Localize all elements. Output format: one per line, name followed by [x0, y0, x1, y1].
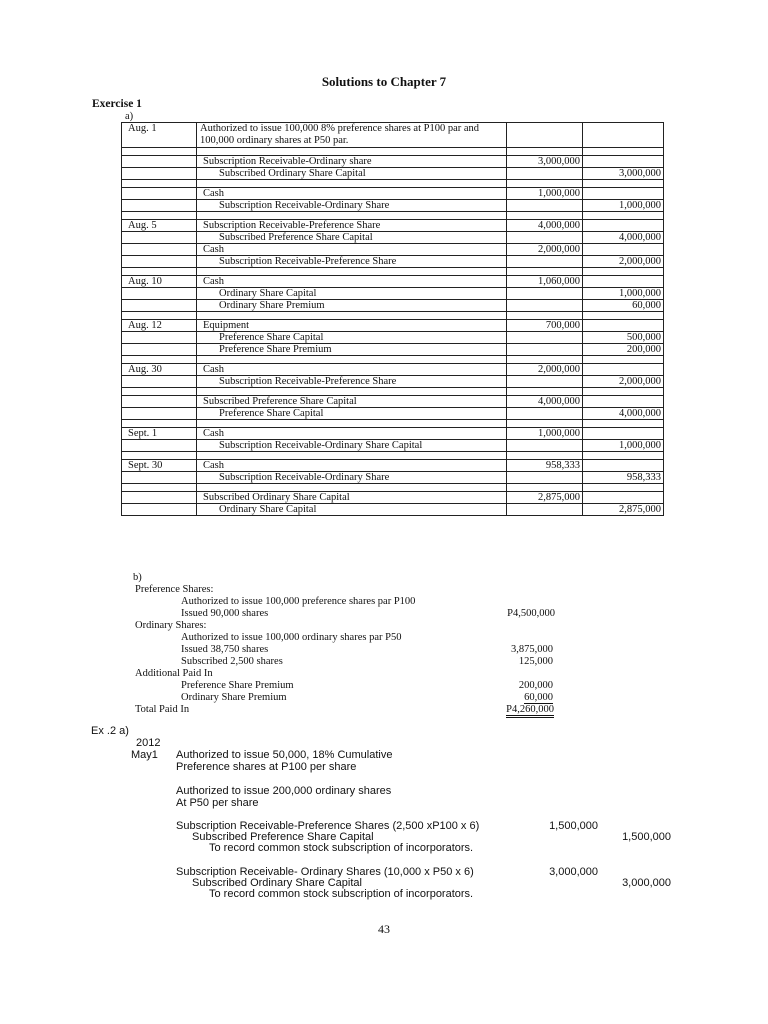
total-paid-in-label: Total Paid In — [135, 704, 190, 715]
journal-row — [122, 244, 664, 256]
spacer-cell — [197, 268, 507, 276]
spacer-cell — [122, 148, 197, 156]
journal-credit — [583, 188, 664, 200]
journal-account: Subscription Receivable-Ordinary Share — [197, 200, 507, 212]
authorization-ordinary-line-1: Authorized to issue 200,000 ordinary shares — [176, 785, 392, 797]
journal-row — [122, 408, 664, 420]
journal-date: Aug. 5 — [122, 220, 197, 232]
journal-credit: 200,000 — [583, 344, 664, 356]
entry-1-debit-account: Subscription Receivable-Preference Shares (2,500 xP100 x 6) — [176, 820, 480, 832]
journal-account: Subscription Receivable-Ordinary share — [197, 156, 507, 168]
spacer-cell — [583, 356, 664, 364]
journal-date — [122, 504, 197, 516]
journal-debit — [507, 376, 583, 388]
journal-row — [122, 232, 664, 244]
journal-authorization-text: Authorized to issue 100,000 8% preference shares at P100 par and 100,000 ordinary shares at P50 par. — [197, 123, 507, 148]
spacer-cell — [583, 148, 664, 156]
spacer-cell — [507, 148, 583, 156]
journal-debit: 4,000,000 — [507, 220, 583, 232]
journal-account: Ordinary Share Capital — [197, 504, 507, 516]
ordinary-subscribed-amount: 125,000 — [518, 656, 553, 667]
spacer-cell — [507, 484, 583, 492]
debit-cell — [507, 123, 583, 148]
journal-date — [122, 156, 197, 168]
journal-debit — [507, 232, 583, 244]
spacer-cell — [583, 180, 664, 188]
spacer-cell — [583, 212, 664, 220]
journal-date — [122, 396, 197, 408]
part-a-label: a) — [125, 111, 134, 122]
journal-credit — [583, 396, 664, 408]
journal-row — [122, 492, 664, 504]
journal-account: Subscribed Ordinary Share Capital — [197, 168, 507, 180]
journal-date — [122, 200, 197, 212]
entry-1-credit-amount: 1,500,000 — [622, 831, 671, 843]
spacer-cell — [197, 180, 507, 188]
journal-date: Aug. 30 — [122, 364, 197, 376]
journal-credit: 4,000,000 — [583, 232, 664, 244]
spacer-cell — [197, 388, 507, 396]
journal-date — [122, 244, 197, 256]
journal-debit: 2,000,000 — [507, 364, 583, 376]
journal-row — [122, 504, 664, 516]
journal-debit — [507, 504, 583, 516]
entry-1-credit-account: Subscribed Preference Share Capital — [192, 831, 374, 843]
spacer-cell — [122, 268, 197, 276]
journal-debit: 958,333 — [507, 460, 583, 472]
journal-date — [122, 492, 197, 504]
ordinary-premium-label: Ordinary Share Premium — [181, 692, 287, 703]
journal-row — [122, 220, 664, 232]
authorization-preference-line-2: Preference shares at P100 per share — [176, 761, 357, 773]
journal-date — [122, 408, 197, 420]
spacer-cell — [507, 268, 583, 276]
spacer-cell — [197, 356, 507, 364]
spacer-cell — [197, 148, 507, 156]
journal-spacer-row — [122, 484, 664, 492]
journal-credit — [583, 428, 664, 440]
exercise-2-heading: Ex .2 a) — [91, 725, 129, 737]
journal-credit: 4,000,000 — [583, 408, 664, 420]
entry-2-credit-account: Subscribed Ordinary Share Capital — [192, 877, 362, 889]
journal-date: Aug. 12 — [122, 320, 197, 332]
journal-account: Subscription Receivable-Preference Share — [197, 220, 507, 232]
spacer-cell — [507, 312, 583, 320]
journal-debit — [507, 344, 583, 356]
spacer-cell — [507, 356, 583, 364]
entry-2-debit-account: Subscription Receivable- Ordinary Shares (10,000 x P50 x 6) — [176, 866, 474, 878]
journal-credit: 2,875,000 — [583, 504, 664, 516]
journal-account: Ordinary Share Capital — [197, 288, 507, 300]
spacer-cell — [122, 452, 197, 460]
journal-row — [122, 472, 664, 484]
entry-1-debit-amount: 1,500,000 — [549, 820, 598, 832]
journal-account: Cash — [197, 188, 507, 200]
spacer-cell — [507, 452, 583, 460]
journal-spacer-row — [122, 148, 664, 156]
journal-row — [122, 276, 664, 288]
journal-row — [122, 188, 664, 200]
journal-row — [122, 332, 664, 344]
journal-account: Equipment — [197, 320, 507, 332]
journal-credit — [583, 492, 664, 504]
journal-debit: 1,000,000 — [507, 188, 583, 200]
journal-account: Cash — [197, 364, 507, 376]
journal-credit: 958,333 — [583, 472, 664, 484]
journal-debit — [507, 200, 583, 212]
journal-date: Sept. 1 — [122, 428, 197, 440]
journal-credit: 3,000,000 — [583, 168, 664, 180]
journal-row — [122, 168, 664, 180]
spacer-cell — [507, 388, 583, 396]
journal-spacer-row — [122, 420, 664, 428]
journal-credit — [583, 460, 664, 472]
spacer-cell — [507, 212, 583, 220]
journal-debit: 1,060,000 — [507, 276, 583, 288]
journal-date — [122, 332, 197, 344]
journal-spacer-row — [122, 212, 664, 220]
spacer-cell — [583, 420, 664, 428]
journal-account: Subscribed Preference Share Capital — [197, 396, 507, 408]
additional-paid-in-heading: Additional Paid In — [135, 668, 213, 679]
journal-account: Cash — [197, 460, 507, 472]
journal-credit — [583, 156, 664, 168]
journal-row — [122, 200, 664, 212]
journal-table — [121, 122, 664, 516]
page-number: 43 — [378, 922, 390, 936]
entry-2-debit-amount: 3,000,000 — [549, 866, 598, 878]
journal-date — [122, 344, 197, 356]
journal-account: Subscribed Ordinary Share Capital — [197, 492, 507, 504]
credit-cell — [583, 123, 664, 148]
journal-credit: 1,000,000 — [583, 288, 664, 300]
spacer-cell — [583, 312, 664, 320]
journal-date: Aug. 10 — [122, 276, 197, 288]
spacer-cell — [122, 312, 197, 320]
spacer-cell — [197, 312, 507, 320]
spacer-cell — [122, 356, 197, 364]
spacer-cell — [122, 388, 197, 396]
journal-date: Sept. 30 — [122, 460, 197, 472]
journal-debit — [507, 440, 583, 452]
journal-credit: 60,000 — [583, 300, 664, 312]
journal-row — [122, 428, 664, 440]
journal-row — [122, 376, 664, 388]
spacer-cell — [122, 420, 197, 428]
journal-date — [122, 376, 197, 388]
journal-row — [122, 156, 664, 168]
journal-account: Subscription Receivable-Preference Share — [197, 376, 507, 388]
preference-premium-amount: 200,000 — [518, 680, 553, 691]
journal-debit — [507, 168, 583, 180]
preference-shares-heading: Preference Shares: — [135, 584, 214, 595]
journal-credit — [583, 276, 664, 288]
journal-debit: 700,000 — [507, 320, 583, 332]
preference-issued-amount: P4,500,000 — [507, 608, 555, 619]
ordinary-issued-label: Issued 38,750 shares — [181, 644, 269, 655]
journal-credit — [583, 220, 664, 232]
journal-account: Subscription Receivable-Ordinary Share Capital — [197, 440, 507, 452]
spacer-cell — [507, 420, 583, 428]
spacer-cell — [197, 212, 507, 220]
journal-account: Ordinary Share Premium — [197, 300, 507, 312]
ordinary-subscribed-label: Subscribed 2,500 shares — [181, 656, 283, 667]
journal-account: Cash — [197, 428, 507, 440]
journal-account: Preference Share Capital — [197, 332, 507, 344]
journal-credit — [583, 320, 664, 332]
authorization-ordinary-line-2: At P50 per share — [176, 797, 259, 809]
ordinary-issued-amount: 3,875,000 — [511, 644, 553, 655]
exercise-2-year: 2012 — [136, 737, 161, 749]
spacer-cell — [122, 484, 197, 492]
journal-debit — [507, 256, 583, 268]
total-paid-in-amount: P4,260,000 — [434, 704, 554, 716]
journal-debit: 3,000,000 — [507, 156, 583, 168]
journal-spacer-row — [122, 312, 664, 320]
journal-header-row — [122, 123, 664, 148]
journal-account: Preference Share Capital — [197, 408, 507, 420]
journal-row — [122, 440, 664, 452]
journal-spacer-row — [122, 388, 664, 396]
journal-debit — [507, 408, 583, 420]
journal-debit — [507, 332, 583, 344]
spacer-cell — [507, 180, 583, 188]
authorization-preference-line-1: Authorized to issue 50,000, 18% Cumulative — [176, 749, 393, 761]
entry-1-note: To record common stock subscription of incorporators. — [209, 842, 474, 854]
journal-account: Subscription Receivable-Preference Share — [197, 256, 507, 268]
journal-row — [122, 364, 664, 376]
journal-date: Aug. 1 — [122, 123, 197, 148]
journal-debit — [507, 288, 583, 300]
part-b-label: b) — [133, 572, 142, 583]
journal-row — [122, 300, 664, 312]
journal-row — [122, 344, 664, 356]
journal-row — [122, 460, 664, 472]
journal-date — [122, 188, 197, 200]
preference-authorized-text: Authorized to issue 100,000 preference shares par P100 — [181, 596, 416, 607]
journal-spacer-row — [122, 180, 664, 188]
preference-issued-label: Issued 90,000 shares — [181, 608, 269, 619]
journal-credit: 1,000,000 — [583, 440, 664, 452]
journal-credit: 1,000,000 — [583, 200, 664, 212]
ordinary-premium-amount: 60,000 — [524, 692, 553, 703]
spacer-cell — [197, 420, 507, 428]
journal-debit — [507, 300, 583, 312]
spacer-cell — [583, 484, 664, 492]
journal-credit: 2,000,000 — [583, 376, 664, 388]
entry-2-credit-amount: 3,000,000 — [622, 877, 671, 889]
journal-spacer-row — [122, 356, 664, 364]
journal-account: Subscription Receivable-Ordinary Share — [197, 472, 507, 484]
preference-premium-label: Preference Share Premium — [181, 680, 294, 691]
journal-account: Cash — [197, 244, 507, 256]
exercise-2-date: May1 — [131, 749, 158, 761]
journal-row — [122, 320, 664, 332]
journal-spacer-row — [122, 268, 664, 276]
journal-row — [122, 396, 664, 408]
spacer-cell — [583, 452, 664, 460]
journal-account: Subscribed Preference Share Capital — [197, 232, 507, 244]
journal-debit: 4,000,000 — [507, 396, 583, 408]
journal-debit — [507, 472, 583, 484]
journal-row — [122, 256, 664, 268]
journal-date — [122, 288, 197, 300]
spacer-cell — [197, 484, 507, 492]
ordinary-authorized-text: Authorized to issue 100,000 ordinary shares par P50 — [181, 632, 402, 643]
journal-credit — [583, 244, 664, 256]
journal-credit: 500,000 — [583, 332, 664, 344]
spacer-cell — [197, 452, 507, 460]
page-title: Solutions to Chapter 7 — [321, 74, 447, 89]
journal-date — [122, 168, 197, 180]
journal-date — [122, 440, 197, 452]
spacer-cell — [583, 268, 664, 276]
journal-credit: 2,000,000 — [583, 256, 664, 268]
entry-2-note: To record common stock subscription of incorporators. — [209, 888, 474, 900]
journal-date — [122, 472, 197, 484]
journal-debit: 1,000,000 — [507, 428, 583, 440]
ordinary-shares-heading: Ordinary Shares: — [135, 620, 207, 631]
journal-date — [122, 232, 197, 244]
journal-account: Preference Share Premium — [197, 344, 507, 356]
journal-debit: 2,000,000 — [507, 244, 583, 256]
spacer-cell — [583, 388, 664, 396]
journal-row — [122, 288, 664, 300]
exercise-1-heading: Exercise 1 — [92, 98, 142, 110]
journal-date — [122, 256, 197, 268]
journal-date — [122, 300, 197, 312]
journal-credit — [583, 364, 664, 376]
journal-spacer-row — [122, 452, 664, 460]
journal-debit: 2,875,000 — [507, 492, 583, 504]
journal-account: Cash — [197, 276, 507, 288]
spacer-cell — [122, 180, 197, 188]
spacer-cell — [122, 212, 197, 220]
